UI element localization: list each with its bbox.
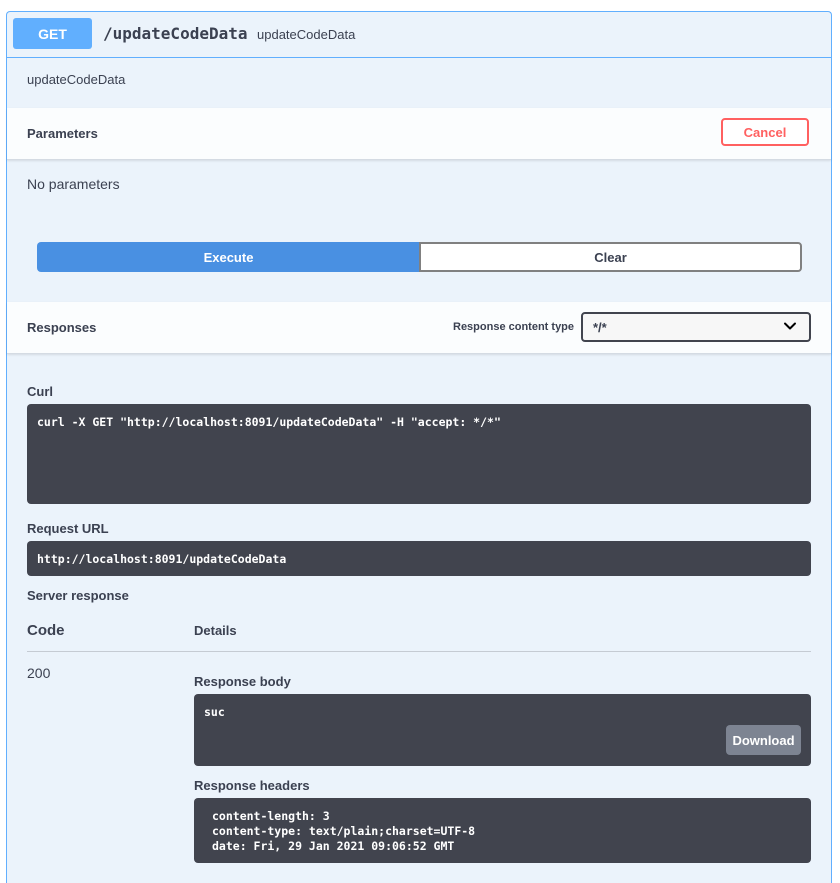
response-headers-label: Response headers: [194, 778, 310, 793]
responses-header: [7, 302, 831, 354]
operation-summary[interactable]: [7, 12, 831, 58]
request-url-value: http://localhost:8091/updateCodeData: [37, 552, 287, 566]
response-headers-box[interactable]: [194, 798, 811, 863]
response-body-box[interactable]: [194, 694, 811, 766]
curl-command-box[interactable]: [27, 404, 811, 504]
table-divider: [27, 651, 811, 652]
curl-label: Curl: [27, 384, 53, 399]
method-badge: GET: [13, 18, 92, 49]
response-code: 200: [27, 665, 51, 681]
request-url-box[interactable]: [27, 541, 811, 576]
response-header-line: content-type: text/plain;charset=UTF-8: [212, 824, 476, 838]
cancel-button[interactable]: Cancel: [721, 118, 809, 146]
operation-path: /updateCodeData: [103, 24, 248, 43]
response-body: suc: [204, 705, 225, 719]
clear-button[interactable]: Clear: [419, 242, 802, 272]
responses-title: Responses: [27, 320, 97, 335]
operation-block: [6, 11, 832, 883]
code-column-header: Code: [27, 622, 65, 639]
parameters-header: [7, 108, 831, 160]
parameters-title: Parameters: [27, 126, 98, 141]
response-header-line: date: Fri, 29 Jan 2021 09:06:52 GMT: [212, 839, 455, 853]
execute-wrapper: [37, 242, 802, 272]
curl-command: curl -X GET "http://localhost:8091/updateCodeData" -H "accept: */*": [37, 415, 501, 429]
operation-summary-description: updateCodeData: [257, 27, 356, 42]
chevron-down-icon: [783, 319, 797, 333]
operation-description: updateCodeData: [27, 72, 126, 87]
content-type-value: */*: [593, 320, 607, 335]
request-url-label: Request URL: [27, 521, 109, 536]
download-button[interactable]: Download: [726, 725, 801, 755]
no-parameters-text: No parameters: [27, 176, 120, 192]
execute-button[interactable]: Execute: [37, 242, 420, 272]
server-response-label: Server response: [27, 588, 129, 603]
content-type-select[interactable]: [581, 312, 811, 342]
response-body-label: Response body: [194, 674, 291, 689]
details-column-header: Details: [194, 623, 237, 638]
content-type-label: Response content type: [453, 321, 575, 333]
response-header-line: content-length: 3: [212, 809, 330, 823]
